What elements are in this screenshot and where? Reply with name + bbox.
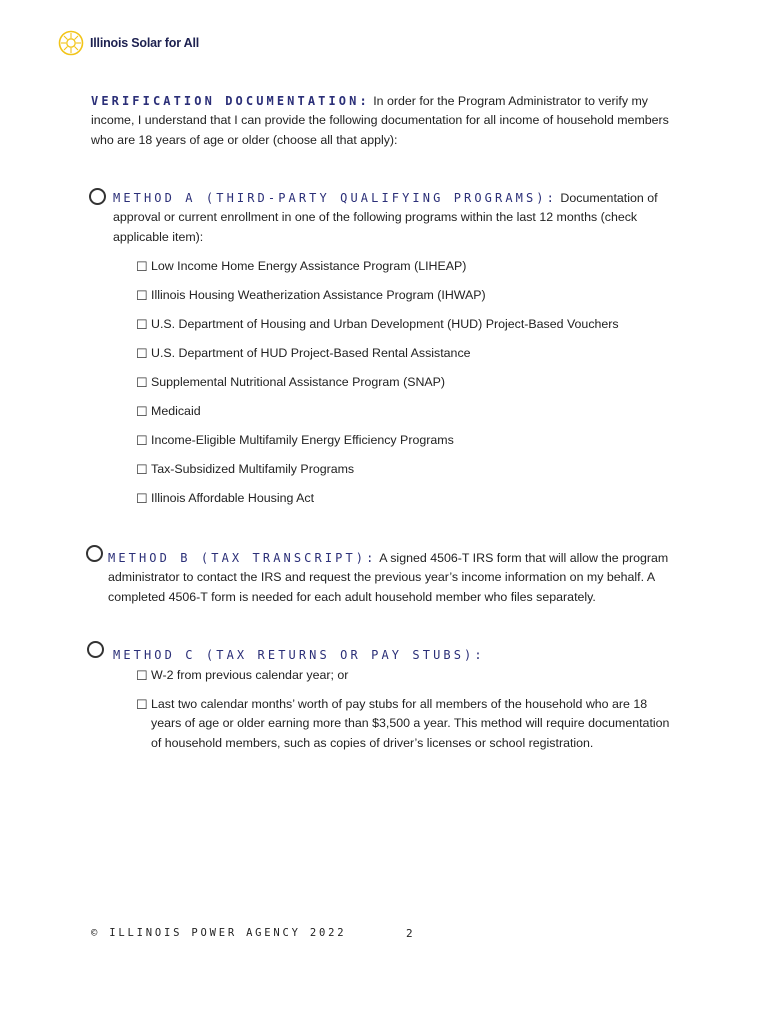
method-c-option-w2[interactable]	[136, 666, 681, 685]
method-b-heading: METHOD B (TAX TRANSCRIPT):	[108, 551, 377, 565]
checkbox-icon[interactable]: ☐	[136, 491, 148, 506]
method-a-option-medicaid[interactable]	[136, 402, 681, 421]
logo-text: Illinois Solar for All	[90, 36, 200, 50]
method-a-option-ihwap[interactable]	[136, 286, 681, 305]
checkbox-icon[interactable]: ☐	[136, 259, 148, 274]
verification-heading: VERIFICATION DOCUMENTATION:	[91, 94, 370, 108]
method-c-heading: METHOD C (TAX RETURNS OR PAY STUBS):	[113, 648, 485, 662]
page-number: 2	[406, 927, 413, 940]
checkbox-icon[interactable]: ☐	[136, 317, 148, 332]
verification-section	[91, 92, 691, 150]
checkbox-icon[interactable]: ☐	[136, 375, 148, 390]
method-a-option-affordable-housing[interactable]	[136, 489, 681, 508]
option-label: Supplemental Nutritional Assistance Program (SNAP)	[151, 375, 446, 389]
checkbox-icon[interactable]: ☐	[136, 404, 148, 419]
method-a-radio[interactable]	[89, 188, 106, 205]
illinois-solar-logo	[58, 30, 199, 56]
checkbox-icon[interactable]: ☐	[136, 346, 148, 361]
footer-copyright: © ILLINOIS POWER AGENCY 2022	[91, 927, 347, 939]
method-b-text: A signed 4506-T IRS form that will allow the program administrator to contact the IRS and request the previous year’s income information on my behalf. A completed 4506-T form is needed for each adult household member who files separately.	[108, 551, 669, 604]
option-label: Last two calendar months’ worth of pay stubs for all members of the household who are 18 years of age or older earning more than $3,500 a year. This method will require documentation of household members, such as copies of driver’s licenses or school registration.	[151, 697, 670, 750]
verification-text: In order for the Program Administrator to verify my income, I understand that I can provide the following documentation for all income of household members who are 18 years of age or older (choose all that apply):	[91, 94, 669, 147]
option-label: Illinois Housing Weatherization Assistance Program (IHWAP)	[151, 288, 486, 302]
checkbox-icon[interactable]: ☐	[136, 433, 148, 448]
method-a-option-snap[interactable]	[136, 373, 681, 392]
option-label: Medicaid	[151, 404, 201, 418]
method-a-section	[113, 189, 693, 247]
method-a-option-multifamily-efficiency[interactable]	[136, 431, 681, 450]
option-label: U.S. Department of HUD Project-Based Rental Assistance	[151, 346, 471, 360]
method-a-option-hud-vouchers[interactable]	[136, 315, 681, 334]
checkbox-icon[interactable]: ☐	[136, 288, 148, 303]
method-a-text: Documentation of approval or current enrollment in one of the following programs within the last 12 months (check applicable item):	[113, 191, 658, 244]
option-label: Tax-Subsidized Multifamily Programs	[151, 462, 355, 476]
option-label: Low Income Home Energy Assistance Program (LIHEAP)	[151, 259, 467, 273]
option-label: U.S. Department of Housing and Urban Development (HUD) Project-Based Vouchers	[151, 317, 619, 331]
method-c-section	[113, 646, 693, 665]
method-c-option-pay-stubs[interactable]	[136, 695, 671, 753]
checkbox-icon[interactable]: ☐	[136, 697, 148, 712]
option-label: W-2 from previous calendar year; or	[151, 668, 349, 682]
option-label: Illinois Affordable Housing Act	[151, 491, 315, 505]
method-b-radio[interactable]	[86, 545, 103, 562]
sun-icon	[58, 30, 84, 56]
option-label: Income-Eligible Multifamily Energy Efficiency Programs	[151, 433, 454, 447]
checkbox-icon[interactable]: ☐	[136, 462, 148, 477]
method-a-option-liheap[interactable]	[136, 257, 681, 276]
checkbox-icon[interactable]: ☐	[136, 668, 148, 683]
method-a-heading: METHOD A (THIRD-PARTY QUALIFYING PROGRAMS):	[113, 191, 557, 205]
method-c-radio[interactable]	[87, 641, 104, 658]
method-b-section	[108, 549, 688, 607]
method-a-option-hud-rental[interactable]	[136, 344, 681, 363]
method-a-option-tax-subsidized[interactable]	[136, 460, 681, 479]
